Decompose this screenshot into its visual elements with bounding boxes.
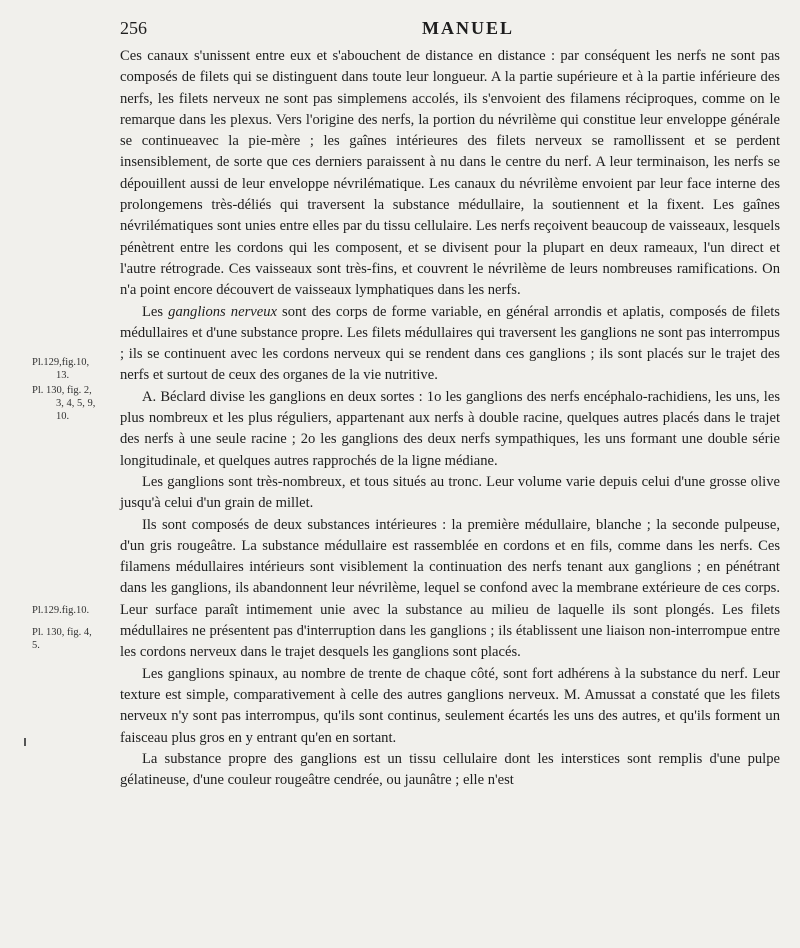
paragraph-text: Ils sont composés de deux substances intérieures : la première médullaire, blanche ; la seconde pulpeuse, d'un gris rougeâtre. La substance médullaire est rassemblée en cordons et en fils, comme dans les nerfs. Ces filamens médullaires intérieurs sont visiblement la continuation des nerfs tenant aux ganglions ; en pénétrant dans les ganglions, ils abandonnent leur névrilème, lequel se confond avec la membrane extérieure de ces corps. Leur surface paraît intimement unie avec la substance au milieu de laquelle ils sont plongés. Les filets médullaires ne présentent pas d'interruption dans les ganglions ; ils établissent une liaison non-interrompue entre les cordons nerveux dans le trajet desquels les ganglions sont placés. [120,516,780,661]
margin-note-line: 5. [32,640,40,651]
paragraph [120,472,780,515]
margin-note-line: Pl.129.fig.10. [32,605,90,616]
margin-note-4 [32,626,120,652]
paragraph-text: La substance propre des ganglions est un tissu cellulaire dont les interstices sont remplis d'une pulpe gélatineuse, d'une couleur rougeâtre cendrée, ou jaunâtre ; elle n'est [120,750,780,789]
paragraph [120,302,780,387]
running-title: MANUEL [422,18,514,38]
margin-note-line: Pl.129,fig.10, [32,357,90,368]
paragraph-prefix: Les [142,303,169,320]
paragraph-text: Les ganglions spinaux, au nombre de trente de chaque côté, sont fort adhérens à la substance du nerf. Leur texture est simple, comparativement à celle des autres ganglions nerveux. M. Amussat a constaté que les filets nerveux n'y sont pas interrompus, qu'ils sont continus, seulement écartés les uns des autres, et qu'ils forment un faisceau plus gros en y entrant qu'en en sortant. [120,665,780,746]
margin-note-line: 13. [56,370,70,381]
paragraph [120,387,780,472]
margin-note-line: 10. [56,411,70,422]
margin-note-line: 3, 4, 5, 9, [56,398,96,409]
paragraph-text: A. Béclard divise les ganglions en deux sortes : 1o les ganglions des nerfs encéphalo-rachidiens, les uns, les plus nombreux et les plus réguliers, appartenant aux nerfs à double racine, quelques autres placés dans le trajet des nerfs à une seule racine ; 2o les ganglions des deux nerfs sympathiques, les uns formant une double série longitudinale, et quelques autres rapprochés de la ligne médiane. [120,388,780,469]
margin-mark [24,738,26,746]
page-number: 256 [120,18,147,38]
paragraph-text: Ces canaux s'unissent entre eux et s'abouchent de distance en distance : par conséquent les nerfs ne sont pas composés de filets qui se distinguent dans toute leur longueur. A la partie supérieure et à la partie inférieure des nerfs, les filets nerveux ne sont pas simplemens accolés, ils s'envoient des filamens réciproques, comme on le remarque dans les plexus. Vers l'origine des nerfs, la portion du névrilème qui constitue leur enveloppe générale se continueavec la pie-mère ; les gaînes intérieures des filets nerveux se ramollissent et se perdent insensiblement, de sorte que ces derniers paraissent à nu dans le centre du nerf. A leur terminaison, les nerfs se dépouillent aussi de leur enveloppe névrilématique. Les canaux du névrilème envoient par leur face interne des prolongemens très-déliés qui traversent la substance médullaire, la soutiennent et la fixent. Les gaînes névrilématiques sont unies entre elles par du tissu cellulaire. Les nerfs reçoivent beaucoup de vaisseaux, lesquels pénètrent entre les cordons qui les composent, et se divisent pour la plupart en deux rameaux, l'un direct et l'autre rétrograde. Ces vaisseaux sont très-fins, et couvrent le névrilème de leurs nombreuses ramifications. On n'a point encore découvert de vaisseaux lymphatiques dans les nerfs. [120,48,780,299]
margin-note-line: Pl. 130, fig. 2, [32,385,92,396]
body-text [120,46,780,791]
page-header [120,18,780,44]
paragraph [120,515,780,664]
paragraph [120,664,780,749]
paragraph-text: sont des corps de forme variable, en général arrondis et aplatis, composés de filets médullaires et d'une substance propre. Les filets médullaires qui traversent les ganglions ne sont pas interrompus ; ils se continuent avec les cordons nerveux qui se rendent dans ces ganglions ; ils sont placés sur le trajet des nerfs et surtout de ceux des organes de la vie nutritive. [120,303,780,384]
margin-note-line: Pl. 130, fig. 4, [32,627,92,638]
paragraph [120,749,780,792]
paragraph-text: Les ganglions sont très-nombreux, et tous situés au tronc. Leur volume varie depuis celui d'une grosse olive jusqu'à celui d'un grain de millet. [120,473,780,512]
margin-note-2 [32,384,120,423]
paragraph [120,46,780,302]
italic-term: ganglions nerveux [168,303,277,320]
margin-note-3 [32,604,120,617]
margin-note-1 [32,356,120,382]
